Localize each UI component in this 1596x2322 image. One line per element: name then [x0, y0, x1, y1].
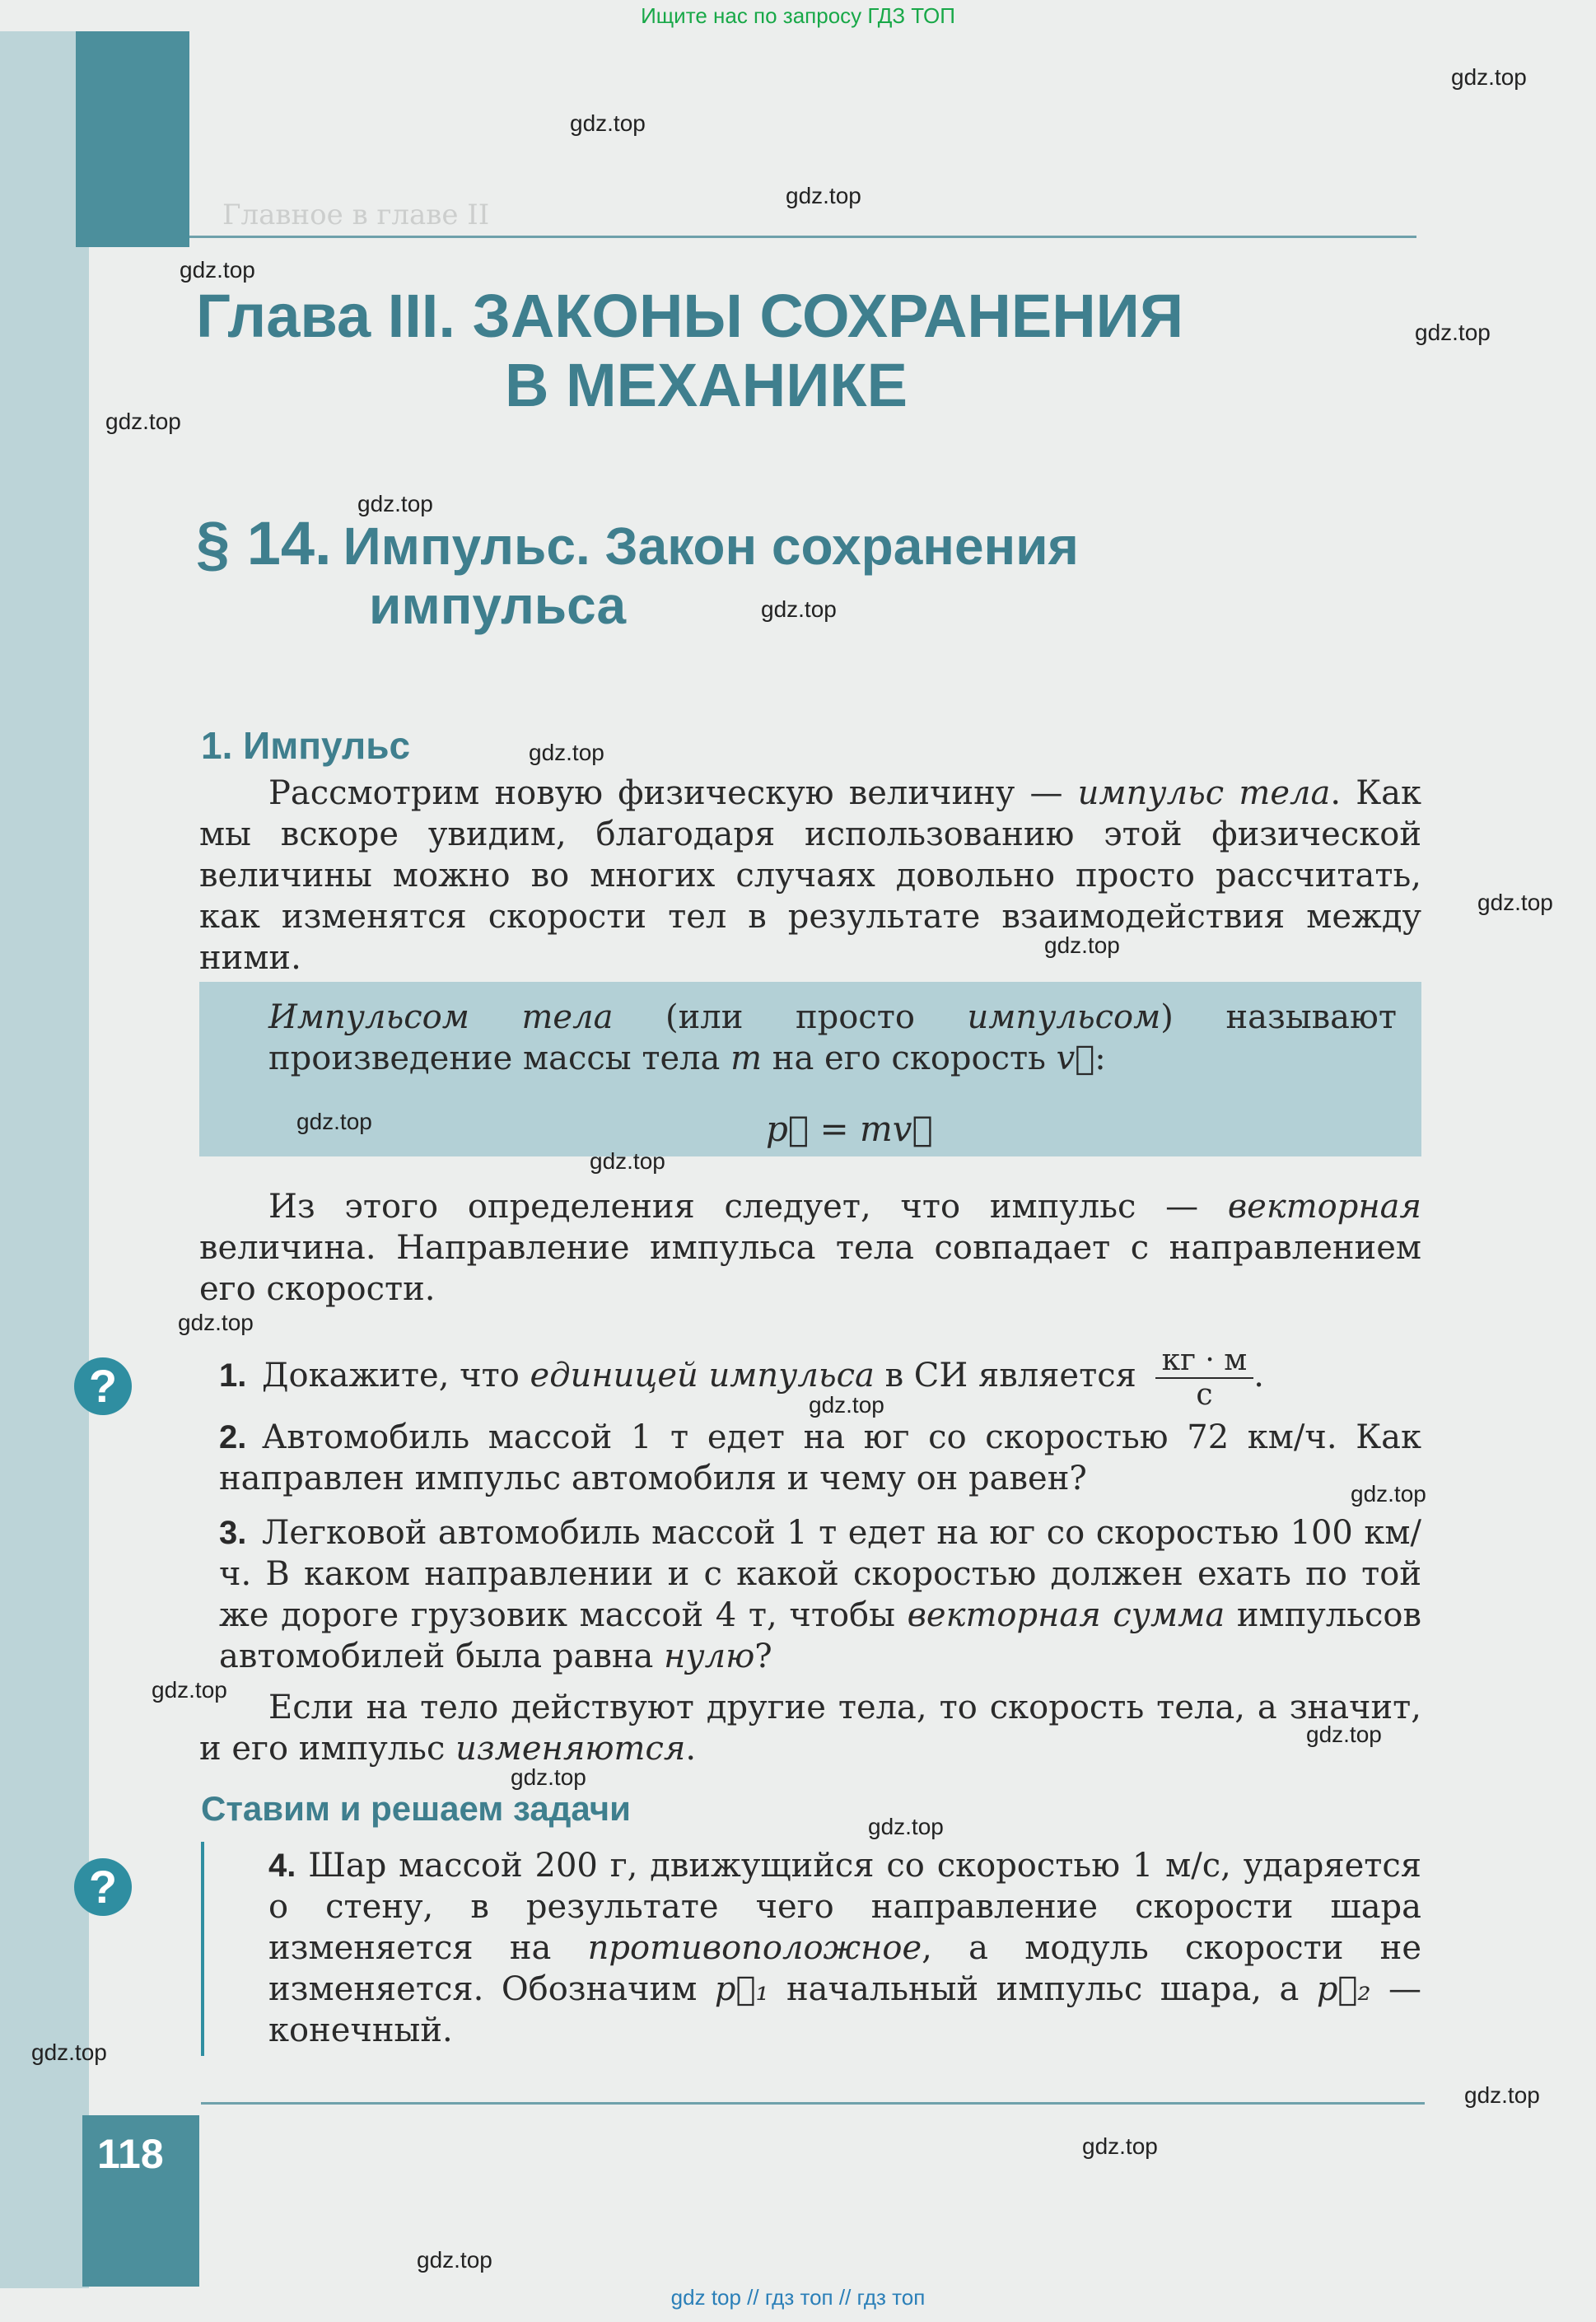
watermark: gdz.top: [868, 1814, 944, 1839]
question-2: 2. Автомобиль массой 1 т едет на юг со скоростью 72 км/ч. Как направлен импульс автомобиля и чему он равен?: [219, 1418, 1421, 1497]
question-1: 1. Докажите, что единицей импульса в СИ является $\frac{кг \cdot м}{с}$.: [219, 1343, 1264, 1412]
bottom-banner[interactable]: gdz top // гдз топ // гдз топ: [670, 2285, 926, 2310]
header-rule: [189, 236, 1416, 238]
chapter-title: [196, 282, 1349, 420]
chapter-title-line1: Глава III. ЗАКОНЫ СОХРАНЕНИЯ: [196, 282, 1184, 350]
top-banner[interactable]: Ищите нас по запросу ГДЗ ТОП: [641, 3, 955, 28]
definition-text: Импульсом тела (или просто импульсом) называют произведение массы тела m на его скорость v⃗:: [268, 998, 1397, 1077]
watermark: gdz.top: [1351, 1481, 1426, 1507]
task-margin-bar: [201, 1842, 204, 2056]
footer-rule: [201, 2102, 1425, 2105]
watermark: gdz.top: [1451, 64, 1527, 90]
watermark: gdz.top: [590, 1148, 665, 1174]
watermark: gdz.top: [178, 1310, 254, 1335]
section-title-line1: Импульс. Закон сохранения: [343, 516, 1079, 576]
intro-paragraph: Рассмотрим новую физическую величину — импульс тела. Как мы вскоре увидим, благодаря использованию этой физической величины можно во многих случаях довольно просто рассчитать, как изменятся скорости тел в результате взаимодействия между ними.: [199, 774, 1422, 977]
page-number: 118: [97, 2131, 164, 2177]
watermark: gdz.top: [296, 1109, 372, 1134]
vector-paragraph: Из этого определения следует, что импульс — векторная величина. Направление импульса тела совпадает с направлением его скорости.: [199, 1188, 1421, 1308]
watermark: gdz.top: [152, 1677, 227, 1703]
watermark: gdz.top: [357, 491, 433, 516]
watermark: gdz.top: [1082, 2133, 1158, 2159]
top-color-tab: [76, 31, 189, 247]
watermark: gdz.top: [1044, 932, 1120, 958]
question-mark-icon: ?: [74, 1858, 132, 1916]
watermark: gdz.top: [511, 1764, 586, 1790]
watermark: gdz.top: [809, 1392, 884, 1418]
task-4: 4. Шар массой 200 г, движущийся со скоростью 1 м/с, ударяется о стену, в результате чего направление скорости шара изменяется на противоположное, а модуль скорости не изменяется. Обозначим p⃗₁ начальный импульс шара, а p⃗₂ — конечный.: [268, 1847, 1422, 2049]
unit-fraction: $\frac{кг \cdot м}{с}$: [1155, 1344, 1254, 1412]
tasks-heading: Ставим и решаем задачи: [201, 1789, 631, 1828]
watermark: gdz.top: [570, 110, 646, 136]
momentum-formula: p⃗ = mv⃗: [766, 1109, 933, 1149]
section-number: § 14.: [196, 509, 332, 577]
watermark: gdz.top: [31, 2039, 107, 2065]
watermark: gdz.top: [1464, 2082, 1540, 2108]
watermark: gdz.top: [1477, 890, 1553, 915]
watermark: gdz.top: [105, 409, 181, 434]
watermark: gdz.top: [1306, 1722, 1382, 1747]
watermark: gdz.top: [761, 596, 837, 622]
watermark: gdz.top: [529, 740, 604, 765]
show-through-header: Главное в главе II: [222, 199, 490, 231]
question-3: 3. Легковой автомобиль массой 1 т едет на юг со скоростью 100 км/ч. В каком направлении и с какой скоростью должен ехать по той же дороге грузовик массой 4 т, чтобы векторная сумма импульсов автомобилей была равна нулю?: [219, 1514, 1421, 1675]
watermark: gdz.top: [417, 2247, 492, 2273]
watermark: gdz.top: [786, 183, 861, 208]
section-title-line2: импульса: [369, 576, 627, 635]
question-mark-icon: ?: [74, 1357, 132, 1415]
watermark: gdz.top: [180, 257, 255, 283]
left-margin-band: [0, 31, 89, 2288]
change-paragraph: Если на тело действуют другие тела, то скорость тела, а значит, и его импульс изменяются.: [199, 1689, 1421, 1768]
watermark: gdz.top: [1415, 320, 1491, 345]
subsection-heading: 1. Импульс: [201, 724, 411, 767]
chapter-title-line2: В МЕХАНИКЕ: [505, 351, 908, 419]
